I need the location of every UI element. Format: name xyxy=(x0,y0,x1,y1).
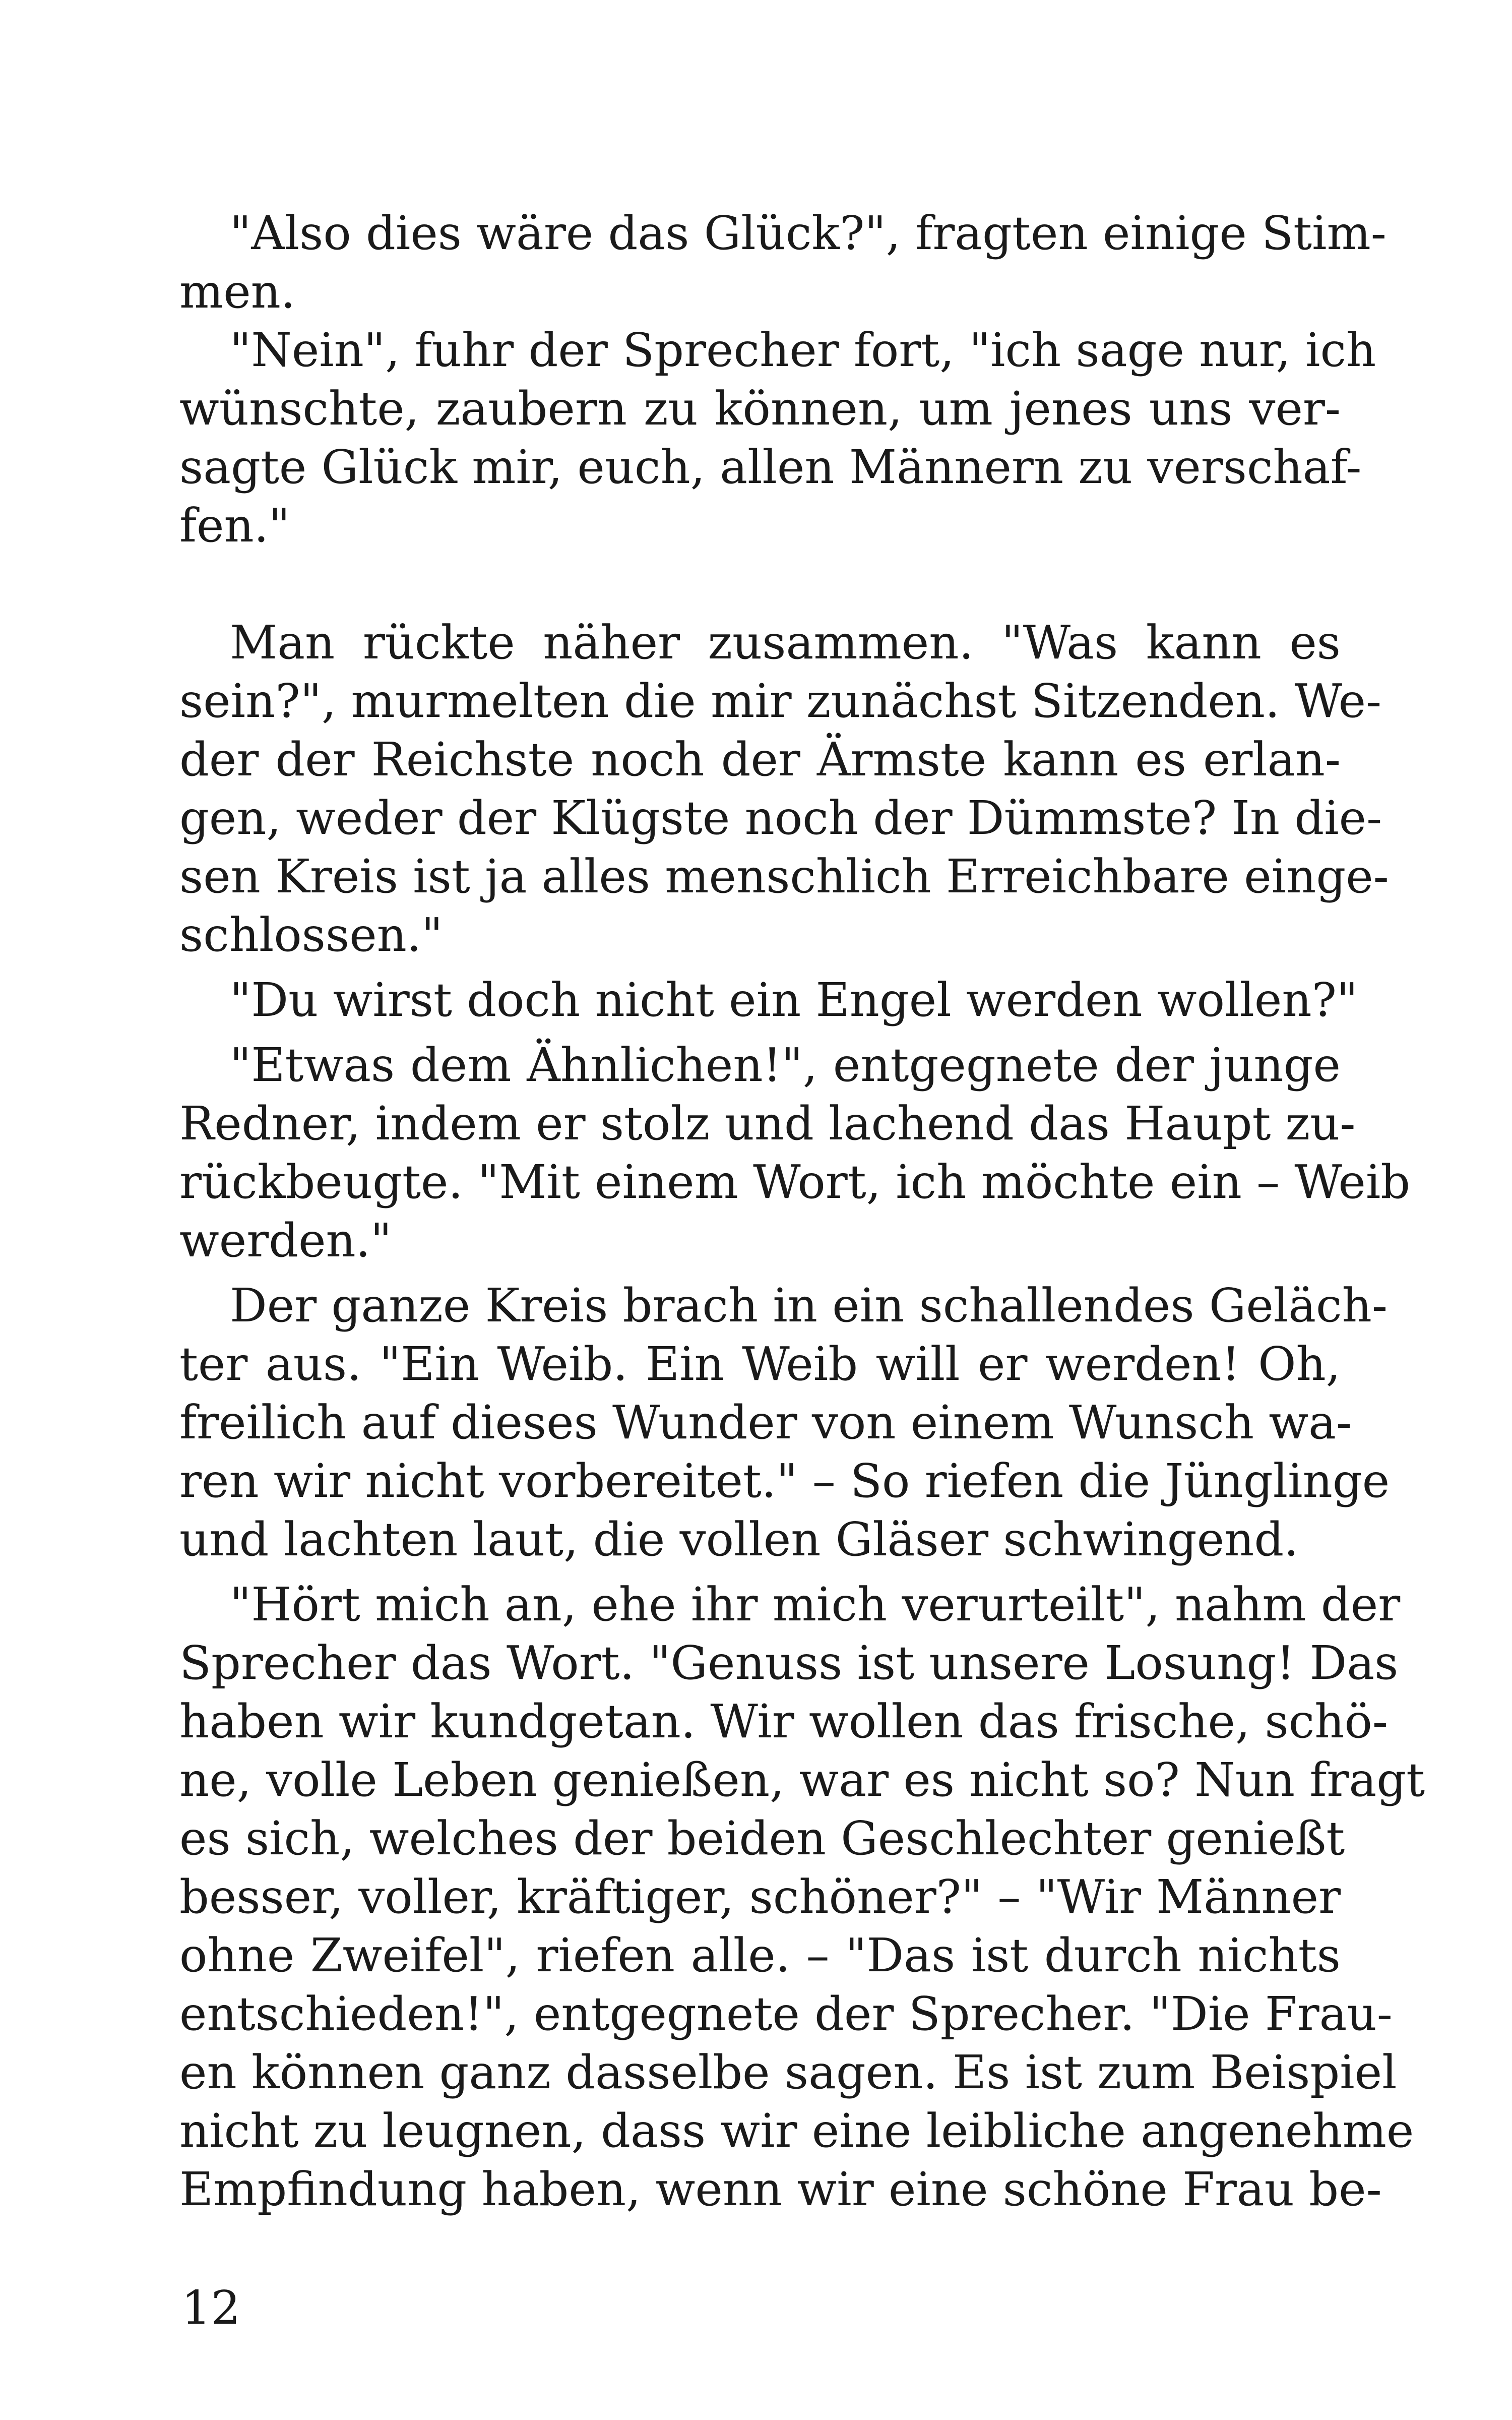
text-line: ohne Zweifel", riefen alle. – "Das ist durch nichts xyxy=(179,1928,1341,1982)
text-line: haben wir kundgetan. Wir wollen das frische, schö- xyxy=(179,1695,1388,1748)
text-line: besser, voller, kräftiger, schöner?" – "Wir Männer xyxy=(179,1870,1341,1924)
text-line: Sprecher das Wort. "Genuss ist unsere Losung! Das xyxy=(179,1636,1399,1690)
text-line: Empfindung haben, wenn wir eine schöne Frau be- xyxy=(179,2162,1382,2216)
text-line: wünschte, zaubern zu können, um jenes uns ver- xyxy=(179,382,1341,436)
text-line: en können ganz dasselbe sagen. Es ist zum Beispiel xyxy=(179,2045,1397,2099)
text-line: "Hört mich an, ehe ihr mich verurteilt", nahm der xyxy=(230,1578,1401,1631)
text-line: "Etwas dem Ähnlichen!", entgegnete der junge xyxy=(230,1038,1341,1092)
text-line: "Also dies wäre das Glück?", fragten einige Stim- xyxy=(230,206,1387,260)
text-line: rückbeugte. "Mit einem Wort, ich möchte ein – Weib xyxy=(179,1155,1411,1209)
text-line: Redner, indem er stolz und lachend das Haupt zu- xyxy=(179,1097,1356,1151)
text-line: freilich auf dieses Wunder von einem Wunsch wa- xyxy=(179,1396,1352,1449)
page-number: 12 xyxy=(181,2281,241,2335)
text-line: gen, weder der Klügste noch der Dümmste? In die- xyxy=(179,791,1382,845)
text-line: und lachten laut, die vollen Gläser schwingend. xyxy=(179,1512,1299,1566)
text-line: "Nein", fuhr der Sprecher fort, "ich sage nur, ich xyxy=(230,323,1376,377)
text-line: "Du wirst doch nicht ein Engel werden wollen?" xyxy=(230,973,1358,1027)
text-line: schlossen." xyxy=(179,908,443,962)
text-line: ne, volle Leben genießen, war es nicht so? Nun fragt xyxy=(179,1753,1425,1807)
text-line: sagte Glück mir, euch, allen Männern zu verschaf- xyxy=(179,440,1362,494)
text-line: entschieden!", entgegnete der Sprecher. "Die Frau- xyxy=(179,1987,1393,2041)
text-line: es sich, welches der beiden Geschlechter genießt xyxy=(179,1811,1345,1865)
text-line: Der ganze Kreis brach in ein schallendes Geläch- xyxy=(230,1279,1388,1333)
text-line: sen Kreis ist ja alles menschlich Erreichbare einge- xyxy=(179,850,1389,903)
text-line: men. xyxy=(179,265,296,319)
text-line: Man rückte näher zusammen. "Was kann es xyxy=(230,616,1341,670)
text-line: sein?", murmelten die mir zunächst Sitzenden. We- xyxy=(179,674,1382,728)
text-line: fen." xyxy=(179,499,290,553)
text-line: ren wir nicht vorbereitet." – So riefen die Jünglinge xyxy=(179,1454,1390,1508)
text-line: werden." xyxy=(179,1214,392,1267)
text-line: der der Reichste noch der Ärmste kann es erlan- xyxy=(179,733,1341,786)
text-line: ter aus. "Ein Weib. Ein Weib will er werden! Oh, xyxy=(179,1337,1341,1391)
text-line: nicht zu leugnen, dass wir eine leibliche angenehme xyxy=(179,2104,1414,2158)
